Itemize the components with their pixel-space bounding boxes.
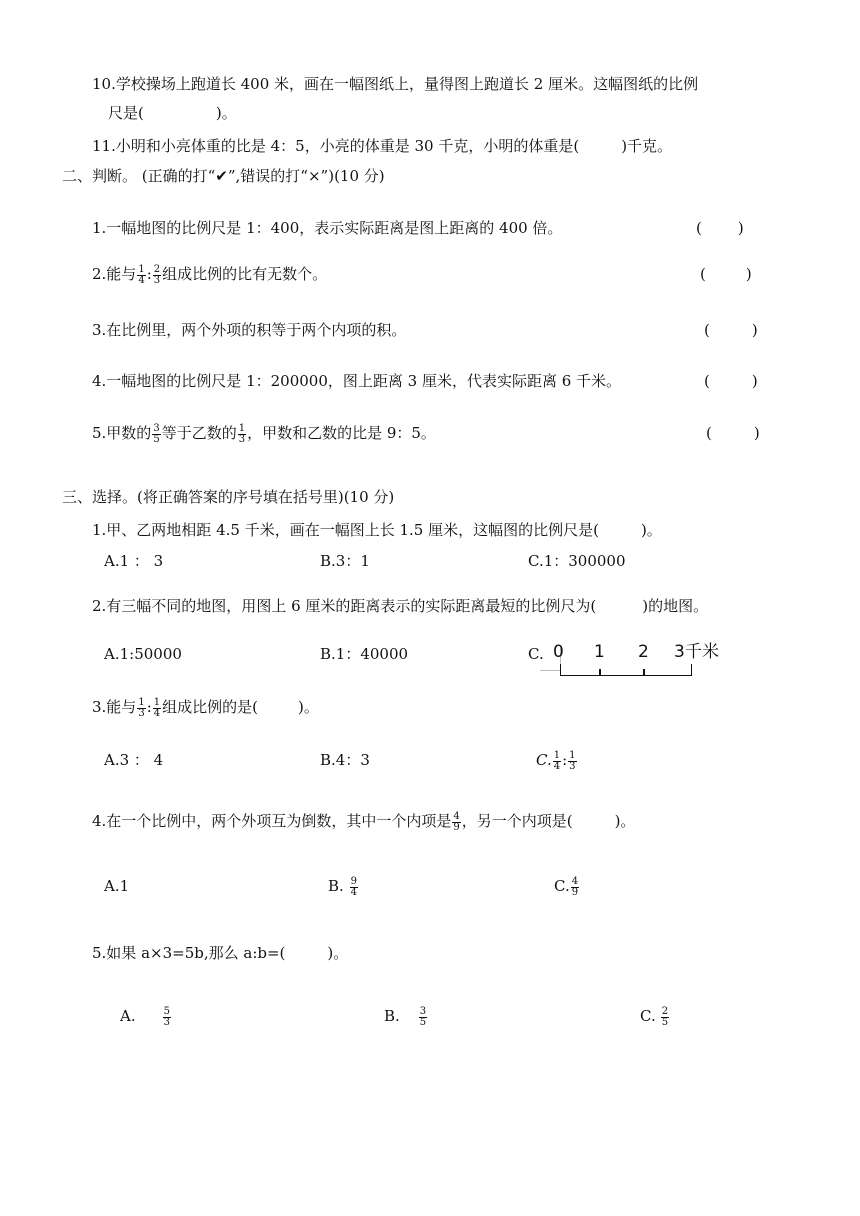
scale-bar-line [560, 664, 692, 676]
judge-q4-text: 4.一幅地图的比例尺是 1：200000，图上距离 3 厘米，代表实际距离 6 千米。 [92, 372, 622, 390]
part2-heading [62, 166, 385, 186]
q10-text-pre: 尺是( [108, 104, 144, 122]
q10-text: 10.学校操场上跑道长 400 米，画在一幅图纸上，量得图上跑道长 2 厘米。这幅图纸的比例 [92, 75, 699, 93]
fraction [553, 751, 561, 772]
paren-close: ) [753, 424, 760, 442]
fraction [452, 812, 460, 833]
ratio-colon: : [146, 698, 152, 716]
option-label: C. [554, 877, 570, 895]
scale-tick-label: 0 [553, 642, 564, 662]
judge-q5 [92, 423, 436, 445]
choice-q2-text-pre: 2.有三幅不同的地图，用图上 6 厘米的距离表示的实际距离最短的比例尺为( [92, 597, 597, 615]
part3-heading [62, 487, 394, 507]
judge-q5-text-mid: 等于乙数的 [161, 424, 237, 442]
fraction-denominator: 9 [571, 886, 579, 898]
paren-open: ( [706, 424, 712, 442]
fraction-numerator: 2 [661, 1005, 669, 1017]
choice-q5-option-b[interactable] [384, 1006, 428, 1028]
choice-q3-option-b[interactable] [320, 750, 370, 770]
fraction [163, 1007, 171, 1028]
scale-tick-label: 2 [638, 642, 649, 662]
fraction [238, 424, 246, 445]
choice-q1-text-post: )。 [640, 521, 662, 539]
check-mark-icon: ✔ [215, 167, 228, 185]
option-label: B.3：1 [320, 552, 370, 570]
choice-q3 [92, 697, 319, 719]
option-label: B. [384, 1007, 400, 1025]
option-label: A.1 ： 3 [104, 552, 164, 570]
judge-q1 [92, 218, 562, 238]
judge-q5-answer-paren[interactable] [706, 423, 760, 443]
fraction [350, 877, 358, 898]
q11-text-post: )千克。 [621, 137, 673, 155]
fraction-numerator: 5 [163, 1005, 170, 1017]
judge-q5-text-post: ，甲数和乙数的比是 9：5。 [247, 424, 436, 442]
judge-q3-text: 3.在比例里，两个外项的积等于两个内项的积。 [92, 321, 407, 339]
judge-q2-text-pre: 2.能与 [92, 265, 137, 283]
option-label: C. [528, 645, 544, 663]
option-label: B.1：40000 [320, 645, 409, 663]
choice-q5-text-post: )。 [327, 944, 349, 962]
ratio-colon: : [562, 751, 568, 769]
choice-q2-option-b[interactable] [320, 644, 408, 664]
scale-tick [643, 669, 645, 675]
choice-q3-text-post: 组成比例的是( [162, 698, 258, 716]
fraction-numerator: 1 [138, 696, 145, 708]
option-label: A.1:50000 [104, 645, 182, 663]
choice-q4 [92, 811, 635, 833]
fraction-denominator: 4 [553, 760, 561, 772]
choice-q4-option-b[interactable] [328, 876, 359, 898]
option-label: C. [640, 1007, 656, 1025]
choice-q1-option-c[interactable] [528, 551, 626, 571]
choice-q4-option-a[interactable] [104, 876, 129, 896]
judge-q3-answer-paren[interactable] [704, 320, 758, 340]
fraction [153, 698, 161, 719]
paren-open: ( [696, 219, 702, 237]
fraction-numerator: 1 [153, 696, 161, 708]
fraction-denominator: 3 [138, 707, 145, 719]
fraction [571, 877, 579, 898]
fraction-denominator: 3 [163, 1016, 170, 1028]
choice-q1-option-b[interactable] [320, 551, 370, 571]
choice-q4-text-post2: )。 [614, 812, 636, 830]
choice-q1-text-pre: 1.甲、乙两地相距 4.5 千米，画在一幅图上长 1.5 厘米，这幅图的比例尺是( [92, 521, 599, 539]
part2-heading-pre: 二、判断。 (正确的打“ [62, 167, 216, 185]
fraction-numerator: 1 [238, 422, 246, 434]
choice-q2-option-a[interactable] [104, 644, 182, 664]
fraction-numerator: 4 [453, 810, 460, 822]
judge-q2 [92, 264, 327, 286]
fraction [419, 1007, 427, 1028]
fraction-denominator: 5 [153, 433, 160, 445]
fraction-denominator: 5 [419, 1016, 427, 1028]
choice-q2 [92, 596, 708, 616]
judge-q4 [92, 371, 621, 391]
option-label: B.4：3 [320, 751, 370, 769]
choice-q3-option-a[interactable] [104, 750, 163, 770]
choice-q2-text-post: )的地图。 [642, 597, 709, 615]
option-label: A.3 ： 4 [104, 751, 164, 769]
paren-close: ) [737, 219, 744, 237]
fraction-denominator: 9 [453, 821, 460, 833]
q10-text-post: )。 [215, 104, 237, 122]
judge-q2-answer-paren[interactable] [700, 264, 752, 284]
paren-open: ( [704, 321, 710, 339]
paren-open: ( [704, 372, 710, 390]
fraction-denominator: 4 [350, 886, 357, 898]
judge-q5-text-pre: 5.甲数的 [92, 424, 152, 442]
judge-q2-text-post: 组成比例的比有无数个。 [162, 265, 328, 283]
part3-heading-text: 三、选择。(将正确答案的序号填在括号里)(10 分) [62, 488, 395, 506]
judge-q1-answer-paren[interactable] [696, 218, 744, 238]
paren-close: ) [751, 321, 758, 339]
fraction-denominator: 3 [569, 760, 576, 772]
fraction-numerator: 1 [553, 749, 561, 761]
fraction-numerator: 4 [571, 875, 579, 887]
fraction-denominator: 5 [661, 1016, 669, 1028]
choice-q4-option-c[interactable] [554, 876, 580, 898]
scale-tick-label: 3 [674, 642, 685, 662]
choice-q5 [92, 943, 348, 963]
choice-q4-text-pre: 4.在一个比例中，两个外项互为倒数，其中一个内项是 [92, 812, 452, 830]
judge-q4-answer-paren[interactable] [704, 371, 758, 391]
fraction [152, 424, 160, 445]
option-label: A.1 [104, 877, 130, 895]
fraction-numerator: 2 [153, 263, 161, 275]
fraction-numerator: 3 [419, 1005, 427, 1017]
fraction-denominator: 3 [238, 433, 246, 445]
fraction-numerator: 1 [569, 749, 576, 761]
choice-q1 [92, 520, 662, 540]
choice-q5-option-a[interactable] [120, 1006, 172, 1028]
ratio-colon: : [146, 265, 152, 283]
judge-q3 [92, 320, 406, 340]
judge-q1-text: 1.一幅地图的比例尺是 1：400，表示实际距离是图上距离的 400 倍。 [92, 219, 563, 237]
fraction [661, 1007, 669, 1028]
option-label: C.1：300000 [528, 552, 626, 570]
q11-line [92, 136, 672, 156]
option-label: B. [328, 877, 349, 895]
option-label: A. [120, 1007, 136, 1025]
choice-q3-option-c[interactable] [536, 750, 578, 772]
fraction-denominator: 4 [138, 274, 145, 286]
q10-line1 [92, 74, 698, 94]
scale-tick [599, 669, 601, 675]
scale-tick-label: 1 [594, 642, 605, 662]
choice-q4-text-post: ，另一个内项是( [461, 812, 573, 830]
q10-line2 [108, 103, 237, 123]
q11-text-pre: 11.小明和小亮体重的比是 4：5，小亮的体重是 30 千克，小明的体重是( [92, 137, 580, 155]
fraction-numerator: 9 [350, 875, 357, 887]
choice-q3-text-post2: )。 [297, 698, 319, 716]
fraction [137, 698, 145, 719]
fraction [568, 751, 576, 772]
choice-q5-text-pre: 5.如果 a×3=5b,那么 a:b=( [92, 944, 286, 962]
fraction-denominator: 4 [153, 707, 161, 719]
fraction-numerator: 3 [153, 422, 160, 434]
fraction [137, 265, 145, 286]
fraction-denominator: 3 [153, 274, 161, 286]
paren-close: ) [745, 265, 752, 283]
choice-q1-option-a[interactable] [104, 551, 163, 571]
option-label: C. [536, 751, 552, 769]
part2-heading-post: ”,错误的打“×”)(10 分) [227, 167, 385, 185]
fraction [153, 265, 161, 286]
scale-unit-label: 千米 [685, 642, 719, 662]
choice-q3-text-pre: 3.能与 [92, 698, 137, 716]
paren-close: ) [751, 372, 758, 390]
paren-open: ( [700, 265, 706, 283]
fraction-numerator: 1 [138, 263, 145, 275]
choice-q5-option-c[interactable] [640, 1006, 670, 1028]
